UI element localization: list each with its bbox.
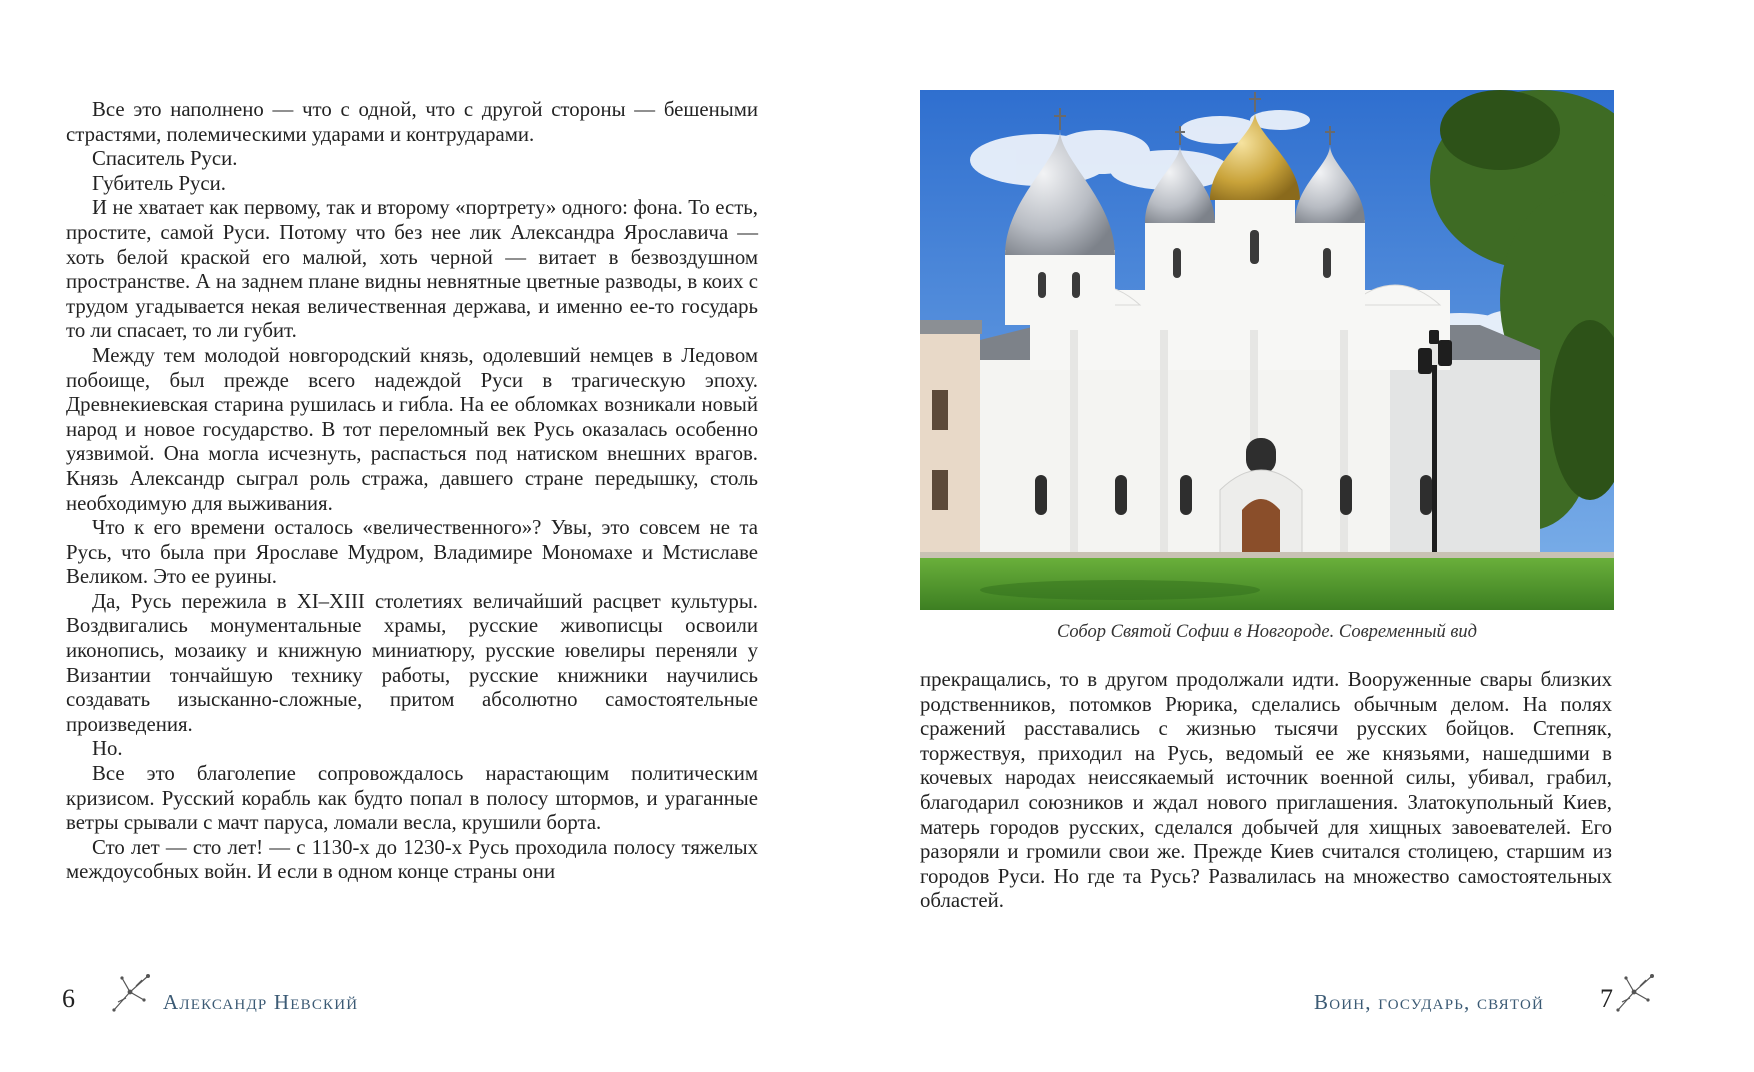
ornament-icon <box>108 970 158 1016</box>
paragraph: Сто лет — сто лет! — с 1130-х до 1230-х Русь проходила полосу тяжелых междоусобных войн. И если в одном конце страны они <box>66 835 758 884</box>
page-number-right: 7 <box>1600 984 1613 1013</box>
cathedral-photo <box>920 90 1614 610</box>
photo-caption: Собор Святой Софии в Новгороде. Современный вид <box>1056 622 1478 642</box>
paragraph: Но. <box>92 737 123 761</box>
ornament-icon <box>1612 970 1662 1016</box>
paragraph: прекращались, то в другом продолжали идти. Вооруженные свары близких родственников, потомков Рюрика, сделались обычным делом. На полях сражений расставались с жизнью тысячи русских бойцов. Степняк, торжествуя, приходил на Русь, ведомый ее же князьями, нашедшими в кочевых народах неиссякаемый источник военной силы, убивал, грабил, благодарил союзников и ждал нового приглашения. Златокупольный Киев, матерь городов русских, сделался добычей для хищных завоевателей. Его разоряли и громили свои же. Прежде Киев считался столицею, старшим из городов Руси. Но где та Русь? Развалилась на множество самостоятельных областей. <box>920 668 1612 913</box>
right-page-text <box>920 668 1612 914</box>
paragraph: Все это благолепие сопровождалось нарастающим политическим кризисом. Русский корабль как будто попал в полосу штормов, и ураганные ветры срывали с мачт паруса, ломали весла, крушили борта. <box>66 762 758 835</box>
left-page-text <box>66 98 758 885</box>
paragraph: И не хватает как первому, так и второму «портрету» одного: фона. То есть, простите, самой Руси. Потому что без нее лик Александра Ярославича — хоть белой краской его малюй, хоть черной — витает в безвоздушном пространстве. А на заднем плане видны невнятные цветные разводы, в коих с трудом угадывается некая величественная держава, и именно ее-то государь то ли спасает, то ли губит. <box>66 196 758 343</box>
page-number-left: 6 <box>62 984 75 1013</box>
running-head-left: Александр Невский <box>163 990 359 1014</box>
running-head-right: Воин, государь, святой <box>1314 990 1545 1014</box>
paragraph: Губитель Руси. <box>92 171 226 195</box>
paragraph: Да, Русь пережила в XI–XIII столетиях величайший расцвет культуры. Воздвигались монументальные храмы, русские живописцы освоили иконопись, мозаику и книжную миниатюру, русские ювелиры переняли у Византии тончайшую технику работы, русские книжники научились создавать изысканно-сложные, притом абсолютно самостоятельные произведения. <box>66 589 758 736</box>
paragraph: Что к его времени осталось «величественного»? Увы, это совсем не та Русь, что была при Ярославе Мудром, Владимире Мономахе и Мстиславе Великом. Это ее руины. <box>66 516 758 589</box>
paragraph: Между тем молодой новгородский князь, одолевший немцев в Ледовом побоище, был прежде всего надеждой Руси в трагическую эпоху. Древнекиевская старина рушилась и гибла. На ее обломках возникали новый народ и новое государство. В тот переломный век Русь оказалась особенно уязвимой. Она могла исчезнуть, распасться под натиском внешних врагов. Князь Александр сыграл роль стража, давшего стране передышку, столь необходимую для выживания. <box>66 343 758 515</box>
paragraph: Все это наполнено — что с одной, что с другой стороны — бешеными страстями, полемическими ударами и контрударами. <box>66 98 758 146</box>
paragraph: Спаситель Руси. <box>92 147 238 171</box>
